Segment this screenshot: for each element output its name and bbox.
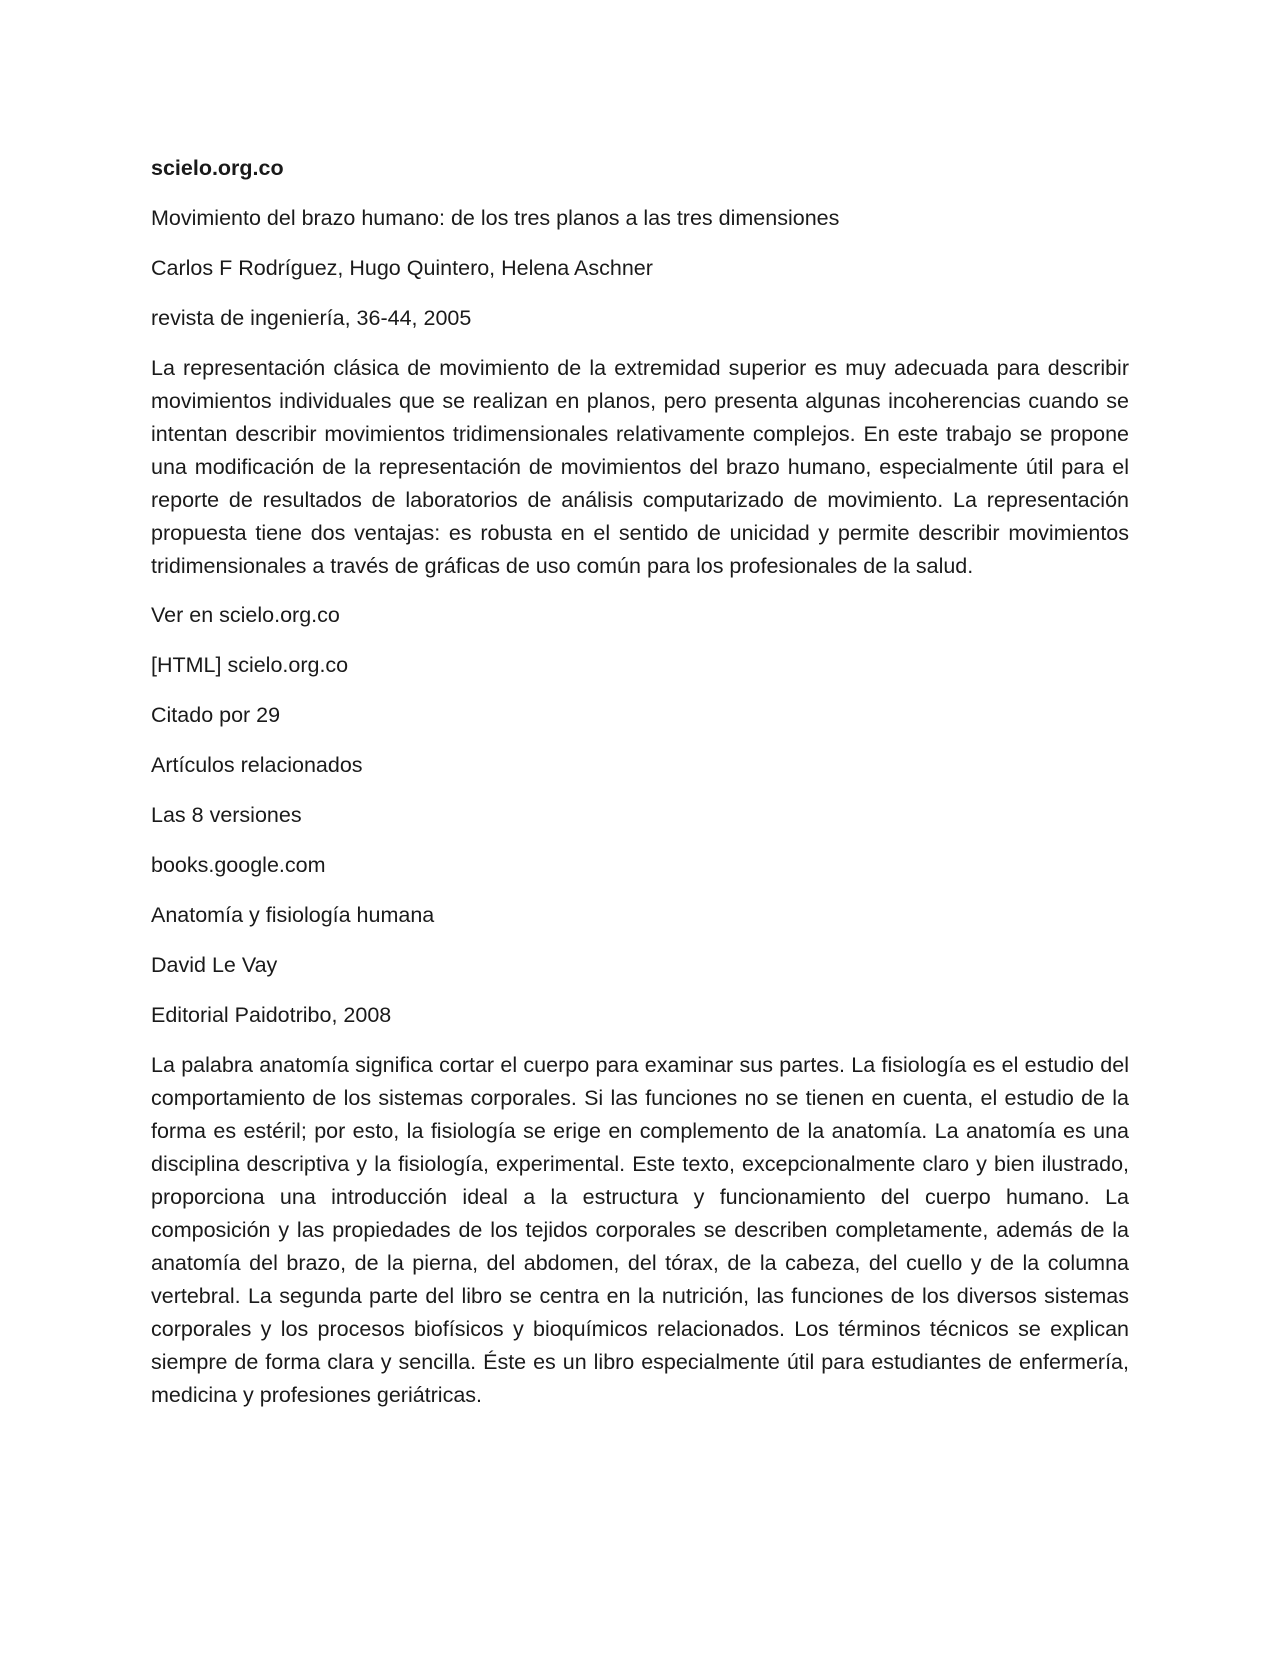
source-domain: scielo.org.co [151, 156, 284, 180]
book-publication: Editorial Paidotribo, 2008 [151, 1003, 392, 1027]
book-author: David Le Vay [151, 953, 278, 977]
html-version-link: [HTML] scielo.org.co [151, 653, 349, 677]
cited-by-link: Citado por 29 [151, 703, 281, 727]
article-title: Movimiento del brazo humano: de los tres planos a las tres dimensiones [151, 206, 840, 230]
article-abstract: La representación clásica de movimiento de la extremidad superior es muy adecuada para describir movimientos individuales que se realizan en planos, pero presenta algunas incoherencias cuando se intentan describir movimientos tridimensionales relativamente complejos. En este trabajo se propone una modificación de la representación de movimientos del brazo humano, especialmente útil para el reporte de resultados de laboratorios de análisis computarizado de movimiento. La representación propuesta tiene dos ventajas: es robusta en el sentido de unicidad y permite describir movimientos tridimensionales a través de gráficas de uso común para los profesionales de la salud. [151, 356, 1129, 578]
result-entry-article [151, 152, 1129, 832]
view-source-link: Ver en scielo.org.co [151, 603, 340, 627]
source-domain: books.google.com [151, 853, 326, 877]
all-versions-link: Las 8 versiones [151, 803, 302, 827]
article-publication: revista de ingeniería, 36-44, 2005 [151, 306, 472, 330]
article-authors: Carlos F Rodríguez, Hugo Quintero, Helena Aschner [151, 256, 653, 280]
document-page [151, 152, 1129, 1428]
related-articles-link: Artículos relacionados [151, 753, 363, 777]
book-description: La palabra anatomía significa cortar el cuerpo para examinar sus partes. La fisiología es el estudio del comportamiento de los sistemas corporales. Si las funciones no se tienen en cuenta, el estudio de la forma es estéril; por esto, la fisiología se erige en complemento de la anatomía. La anatomía es una disciplina descriptiva y la fisiología, experimental. Este texto, excepcionalmente claro y bien ilustrado, proporciona una introducción ideal a la estructura y funcionamiento del cuerpo humano. La composición y las propiedades de los tejidos corporales se describen completamente, además de la anatomía del brazo, de la pierna, del abdomen, del tórax, de la cabeza, del cuello y de la columna vertebral. La segunda parte del libro se centra en la nutrición, las funciones de los diversos sistemas corporales y los procesos biofísicos y bioquímicos relacionados. Los términos técnicos se explican siempre de forma clara y sencilla. Éste es un libro especialmente útil para estudiantes de enfermería, medicina y profesiones geriátricas. [151, 1053, 1129, 1407]
result-entry-book [151, 849, 1129, 1412]
book-title: Anatomía y fisiología humana [151, 903, 435, 927]
